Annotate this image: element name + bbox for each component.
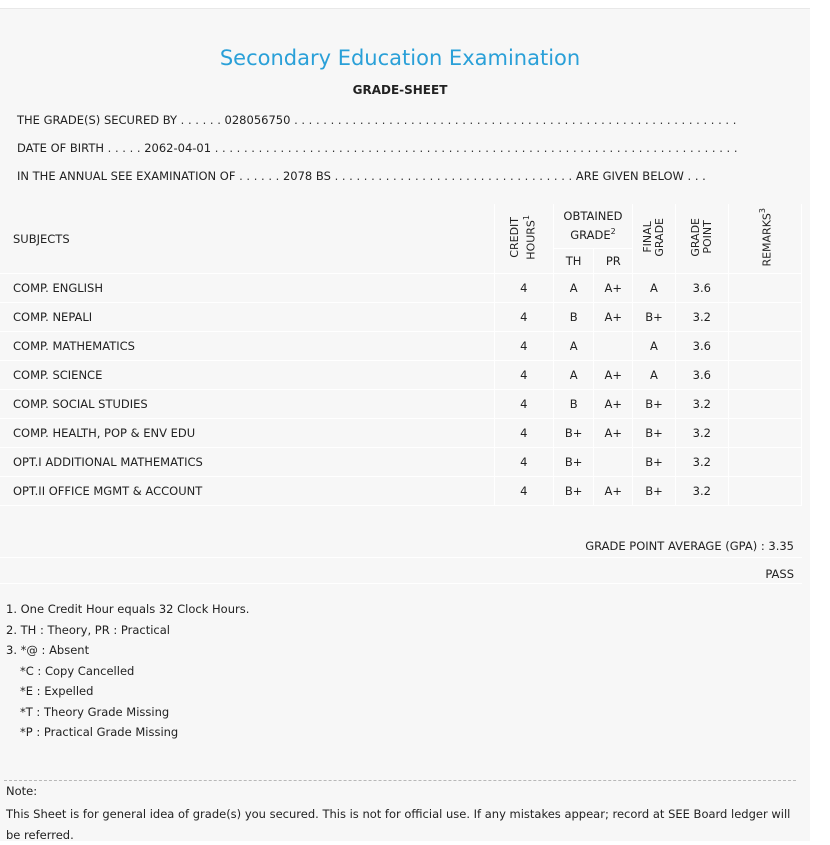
exam-label: IN THE ANNUAL SEE EXAMINATION OF — [17, 169, 236, 183]
grades-table — [0, 204, 802, 506]
remarks-cell — [728, 361, 801, 390]
subjects-header-label: SUBJECTS — [13, 231, 70, 246]
th-cell: B+ — [553, 477, 594, 506]
grade-point-cell: 3.2 — [675, 419, 728, 448]
th-cell: A — [553, 332, 594, 361]
grade-point-header-label — [690, 218, 714, 257]
exam-suffix: ARE GIVEN BELOW . . . — [575, 169, 706, 183]
remarks-cell — [728, 274, 801, 303]
credit-cell: 4 — [494, 361, 553, 390]
grade-sheet-page — [0, 8, 810, 841]
obtained-header-line2: GRADE — [570, 227, 611, 242]
secured-by-line: THE GRADE(S) SECURED BY . . . . . . 028056750 . . . . . . . . . . . . . . . . . . . . . . . . . . . . . . . . . . . . . . . . . . . . . . . . . . . . . . . . . . . . . — [17, 113, 737, 127]
remarks-header-label — [757, 208, 774, 267]
subject-cell: COMP. HEALTH, POP & ENV EDU — [0, 419, 494, 448]
remarks-header-text: REMARKS — [760, 212, 774, 267]
pr-cell: A+ — [594, 303, 633, 332]
pr-cell: A+ — [594, 419, 633, 448]
obtained-header-line1: OBTAINED — [563, 209, 623, 224]
grade-point-cell: 3.2 — [675, 477, 728, 506]
pr-cell: A+ — [594, 477, 633, 506]
table-row — [0, 332, 802, 361]
note-label: Note: — [6, 784, 38, 798]
credit-cell: 4 — [494, 274, 553, 303]
dob-line: DATE OF BIRTH . . . . . 2062-04-01 . . . . . . . . . . . . . . . . . . . . . . . . . . . . . . . . . . . . . . . . . . . . . . . . . . . . . . . . . . . . . . . . . . . . . . . . — [17, 141, 738, 155]
note-text: This Sheet is for general idea of grade(s) you secured. This is not for official use. If any mistakes appear; record at SEE Board ledger will be referred. — [6, 807, 791, 842]
final-grade-cell: A — [633, 361, 676, 390]
th-cell: B — [553, 390, 594, 419]
footnote: *C : Copy Cancelled — [20, 663, 135, 678]
grade-point-cell: 3.2 — [675, 448, 728, 477]
th-cell: B — [553, 303, 594, 332]
subject-cell: OPT.II OFFICE MGMT & ACCOUNT — [0, 477, 494, 506]
subject-cell: COMP. NEPALI — [0, 303, 494, 332]
subject-cell: COMP. MATHEMATICS — [0, 332, 494, 361]
credit-header-line2: HOURS — [525, 219, 539, 260]
grade-point-cell: 3.6 — [675, 274, 728, 303]
credit-header-line1: CREDIT — [508, 216, 522, 258]
secured-by-value: 028056750 — [224, 113, 291, 127]
final-grade-cell: B+ — [633, 448, 676, 477]
grade-point-cell: 3.2 — [675, 303, 728, 332]
page-title: Secondary Education Examination — [219, 46, 581, 70]
credit-hours-header-label — [509, 215, 538, 260]
final-grade-header — [633, 204, 676, 274]
final-header-line2: GRADE — [652, 217, 666, 257]
th-header: TH — [553, 249, 594, 274]
gpa-value: 3.35 — [768, 539, 794, 553]
final-grade-cell: A — [633, 332, 676, 361]
grade-point-cell: 3.6 — [675, 361, 728, 390]
pr-cell: A+ — [594, 361, 633, 390]
subject-cell: OPT.I ADDITIONAL MATHEMATICS — [0, 448, 494, 477]
credit-cell: 4 — [494, 390, 553, 419]
remarks-cell — [728, 332, 801, 361]
exam-value: 2078 BS — [282, 169, 331, 183]
page-subtitle: GRADE-SHEET — [352, 83, 448, 97]
pr-cell: A+ — [594, 274, 633, 303]
th-cell: B+ — [553, 448, 594, 477]
dob-value: 2062-04-01 — [144, 141, 212, 155]
th-cell: B+ — [553, 419, 594, 448]
gpa-summary — [585, 539, 794, 553]
footnote: *P : Practical Grade Missing — [20, 725, 179, 739]
gp-header-line1: GRADE — [688, 217, 702, 257]
result-status: PASS — [765, 567, 794, 581]
remarks-cell — [728, 390, 801, 419]
pr-cell — [594, 448, 633, 477]
footnote: *E : Expelled — [20, 684, 94, 698]
final-grade-cell: B+ — [633, 477, 676, 506]
table-row — [0, 390, 802, 419]
remarks-cell — [728, 477, 801, 506]
obtained-grade-header — [553, 204, 632, 249]
table-row — [0, 477, 802, 506]
divider — [0, 557, 802, 558]
gp-header-line2: POINT — [700, 220, 714, 254]
subjects-header — [0, 204, 494, 274]
gpa-label: GRADE POINT AVERAGE (GPA) : — [585, 539, 765, 553]
obtained-footnote-ref: 2 — [610, 227, 616, 237]
secured-by-label: THE GRADE(S) SECURED BY — [17, 113, 178, 127]
footnote: 1. One Credit Hour equals 32 Clock Hours. — [6, 602, 250, 616]
dob-label: DATE OF BIRTH — [17, 141, 105, 155]
table-header-row — [0, 204, 802, 249]
table-row — [0, 303, 802, 332]
th-cell: A — [553, 274, 594, 303]
table-row — [0, 274, 802, 303]
grade-point-header — [675, 204, 728, 274]
remarks-footnote-ref: 3 — [757, 207, 767, 213]
final-header-line1: FINAL — [640, 221, 654, 253]
subject-cell: COMP. ENGLISH — [0, 274, 494, 303]
final-grade-cell: B+ — [633, 390, 676, 419]
remarks-cell — [728, 419, 801, 448]
final-grade-cell: B+ — [633, 303, 676, 332]
final-grade-header-label — [642, 218, 666, 257]
th-cell: A — [553, 361, 594, 390]
footnote: *T : Theory Grade Missing — [20, 704, 170, 719]
credit-cell: 4 — [494, 448, 553, 477]
divider — [0, 583, 802, 584]
dashed-divider — [4, 780, 796, 781]
final-grade-cell: B+ — [633, 419, 676, 448]
credit-footnote-ref: 1 — [522, 214, 532, 220]
table-row — [0, 361, 802, 390]
grade-point-cell: 3.6 — [675, 332, 728, 361]
table-row — [0, 448, 802, 477]
credit-cell: 4 — [494, 303, 553, 332]
credit-hours-header — [494, 204, 553, 274]
table-row — [0, 419, 802, 448]
credit-cell: 4 — [494, 332, 553, 361]
credit-cell: 4 — [494, 477, 553, 506]
subject-cell: COMP. SCIENCE — [0, 361, 494, 390]
pr-cell: A+ — [594, 390, 633, 419]
remarks-cell — [728, 448, 801, 477]
pr-cell — [594, 332, 633, 361]
footnote: 2. TH : Theory, PR : Practical — [6, 622, 170, 637]
remarks-header — [728, 204, 801, 274]
exam-line: IN THE ANNUAL SEE EXAMINATION OF . . . . . . 2078 BS . . . . . . . . . . . . . . . . . . . . . . . . . . . . . . . . . ARE GIVEN BELOW . . . — [17, 169, 706, 183]
pr-header: PR — [594, 249, 633, 274]
credit-cell: 4 — [494, 419, 553, 448]
subject-cell: COMP. SOCIAL STUDIES — [0, 390, 494, 419]
remarks-cell — [728, 303, 801, 332]
final-grade-cell: A — [633, 274, 676, 303]
footnotes — [6, 599, 249, 743]
grade-point-cell: 3.2 — [675, 390, 728, 419]
footnote: 3. *@ : Absent — [6, 643, 90, 657]
